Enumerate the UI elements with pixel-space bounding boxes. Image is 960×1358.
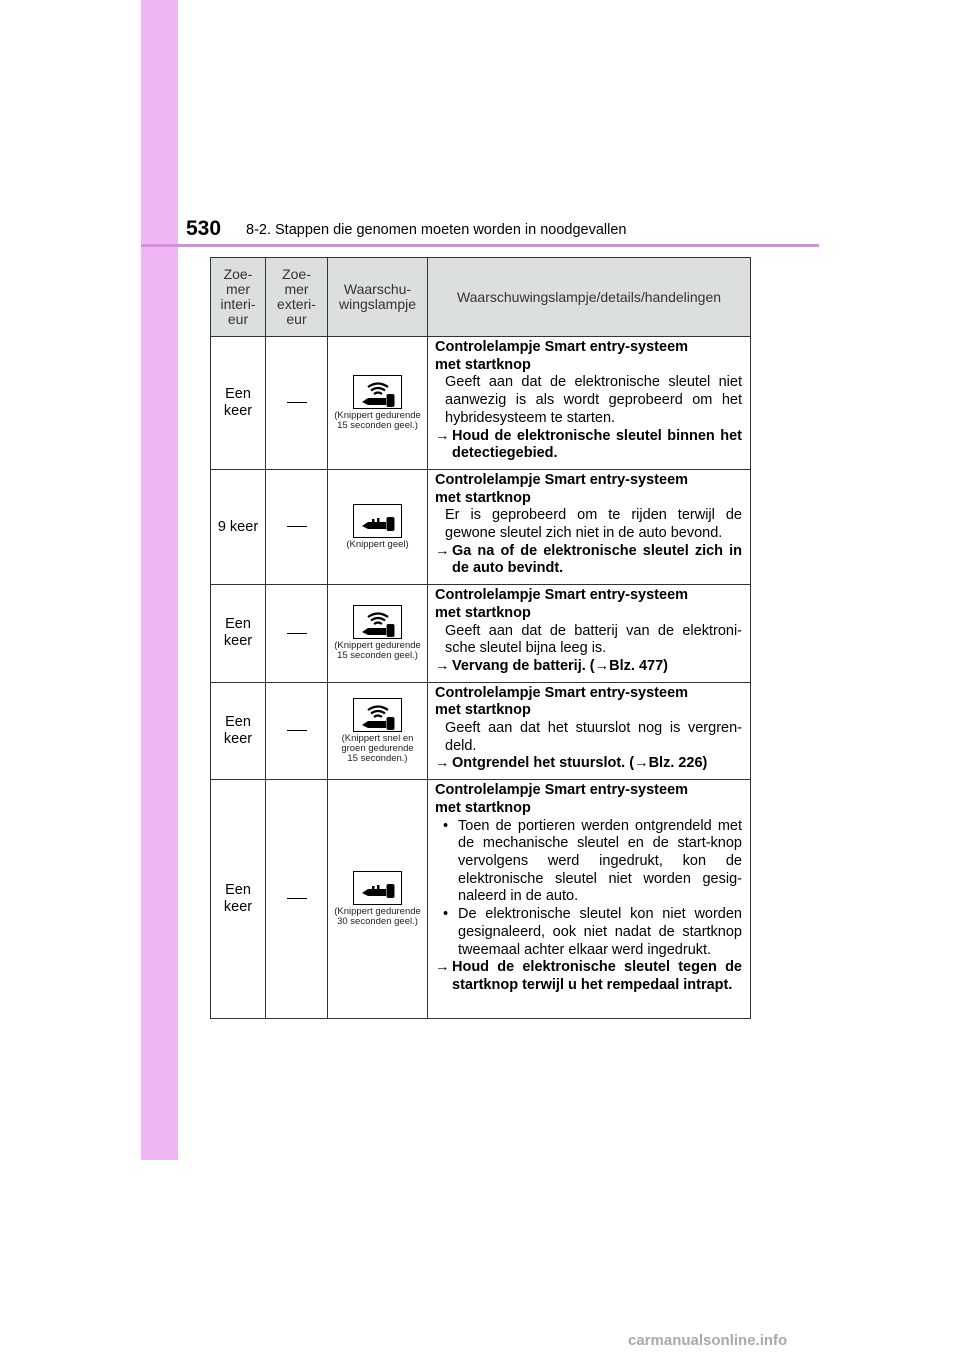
cell-details bbox=[428, 585, 751, 683]
lamp-note: (Knippert snel en groen gedurende 15 seconden.) bbox=[341, 732, 414, 764]
cell-lamp bbox=[328, 780, 428, 1019]
dash-icon bbox=[287, 526, 307, 527]
cell-lamp bbox=[328, 585, 428, 683]
arrow-right-icon: → bbox=[634, 755, 649, 772]
table-row bbox=[211, 780, 751, 1019]
table-header-row bbox=[211, 258, 751, 337]
watermark: carmanualsonline.info bbox=[628, 1332, 788, 1349]
cell-lamp bbox=[328, 337, 428, 470]
cell-exterior bbox=[266, 585, 328, 683]
lamp-description: Geeft aan dat de elektronische sleutel niet aanwezig is als wordt geprobeerd om het hybridesysteem te starten. bbox=[445, 374, 742, 426]
bullet-icon: • bbox=[443, 817, 449, 834]
section-title: 8-2. Stappen die genomen moeten worden in noodgevallen bbox=[246, 222, 627, 238]
action-text: Houd de elektronische sleutel binnen het detectiegebied. bbox=[452, 427, 742, 462]
lamp-description: Geeft aan dat de batterij van de elektroni-sche sleutel bijna leeg is. bbox=[445, 622, 742, 657]
cell-interior: Een keer bbox=[211, 337, 266, 470]
lamp-note: (Knippert gedurende 15 seconden geel.) bbox=[334, 640, 421, 662]
cell-interior: Een keer bbox=[211, 780, 266, 1019]
arrow-right-icon: → bbox=[435, 542, 450, 559]
dash-icon bbox=[287, 898, 307, 899]
list-item: • Toen de portieren werden ontgrendeld met de mechanische sleutel en de start-knop vervolgens werd ingedrukt, kon de elektronische sleutel niet worden gesig-naleerd in de auto. bbox=[443, 817, 742, 905]
lamp-note: (Knippert geel) bbox=[346, 539, 409, 551]
col-header-exterior: Zoe- mer exteri- eur bbox=[266, 258, 328, 337]
arrow-right-icon: → bbox=[435, 427, 450, 444]
action bbox=[435, 658, 742, 676]
key-signal-icon bbox=[353, 698, 402, 732]
arrow-right-icon: → bbox=[594, 657, 610, 674]
key-icon bbox=[353, 871, 402, 905]
col-header-lamp: Waarschu- wingslampje bbox=[328, 258, 428, 337]
cell-exterior bbox=[266, 682, 328, 780]
action-text: Ga na of de elektronische sleutel zich in de auto bevindt. bbox=[452, 542, 742, 577]
lamp-note: (Knippert gedurende 15 seconden geel.) bbox=[334, 409, 421, 431]
cell-exterior bbox=[266, 337, 328, 470]
table-row bbox=[211, 682, 751, 780]
col-header-interior: Zoe- mer interi- eur bbox=[211, 258, 266, 337]
arrow-right-icon: → bbox=[435, 959, 450, 976]
cell-exterior bbox=[266, 780, 328, 1019]
action bbox=[435, 959, 742, 994]
page-reference: Blz. 226) bbox=[648, 755, 708, 772]
lamp-title: Controlelampje Smart entry-systeem met startknop bbox=[435, 471, 689, 506]
dash-icon bbox=[287, 730, 307, 731]
header-rule bbox=[141, 244, 819, 247]
warning-table bbox=[210, 257, 751, 1019]
action bbox=[435, 543, 742, 578]
table-row bbox=[211, 337, 751, 470]
cell-interior: Een keer bbox=[211, 682, 266, 780]
action-text: Ontgrendel het stuurslot. (→Blz. 226) bbox=[452, 755, 708, 772]
table-row bbox=[211, 585, 751, 683]
action bbox=[435, 428, 742, 463]
key-signal-icon bbox=[353, 375, 402, 409]
page-number: 530 bbox=[186, 217, 222, 240]
lamp-title: Controlelampje Smart entry-systeem met startknop bbox=[435, 587, 689, 621]
key-icon bbox=[353, 504, 402, 538]
action-text: Houd de elektronische sleutel tegen de startknop terwijl u het rempedaal intrapt. bbox=[452, 959, 742, 993]
cell-lamp bbox=[328, 469, 428, 584]
dash-icon bbox=[287, 633, 307, 634]
cell-details bbox=[428, 682, 751, 780]
table-row bbox=[211, 469, 751, 584]
action-text: Vervang de batterij. (→Blz. 477) bbox=[452, 657, 668, 674]
list-item: • De elektronische sleutel kon niet worden gesignaleerd, ook niet nadat de startknop tweemaal achter elkaar werd ingedrukt. bbox=[443, 906, 742, 958]
lamp-title: Controlelampje Smart entry-systeem met startknop bbox=[435, 339, 689, 373]
arrow-right-icon: → bbox=[435, 657, 450, 674]
lamp-note: (Knippert gedurende 30 seconden geel.) bbox=[334, 906, 421, 928]
chapter-sidebar-tab bbox=[141, 0, 178, 1160]
cell-details bbox=[428, 337, 751, 470]
dash-icon bbox=[287, 402, 307, 403]
bullet-icon: • bbox=[443, 906, 449, 923]
action bbox=[435, 755, 742, 773]
arrow-right-icon: → bbox=[435, 755, 450, 772]
cell-details bbox=[428, 780, 751, 1019]
lamp-description: Geeft aan dat het stuurslot nog is vergren-deld. bbox=[445, 720, 742, 754]
cell-exterior bbox=[266, 469, 328, 584]
lamp-title: Controlelampje Smart entry-systeem met startknop bbox=[435, 782, 689, 816]
lamp-description: Er is geprobeerd om te rijden terwijl de gewone sleutel zich niet in de auto bevond. bbox=[445, 507, 742, 542]
cell-interior: Een keer bbox=[211, 585, 266, 683]
cell-lamp bbox=[328, 682, 428, 780]
cell-details bbox=[428, 469, 751, 584]
lamp-title: Controlelampje Smart entry-systeem met startknop bbox=[435, 684, 689, 719]
page-reference: Blz. 477) bbox=[609, 657, 668, 674]
cell-interior: 9 keer bbox=[211, 469, 266, 584]
key-signal-icon bbox=[353, 605, 402, 639]
col-header-details: Waarschuwingslampje/details/handelingen bbox=[428, 258, 751, 337]
